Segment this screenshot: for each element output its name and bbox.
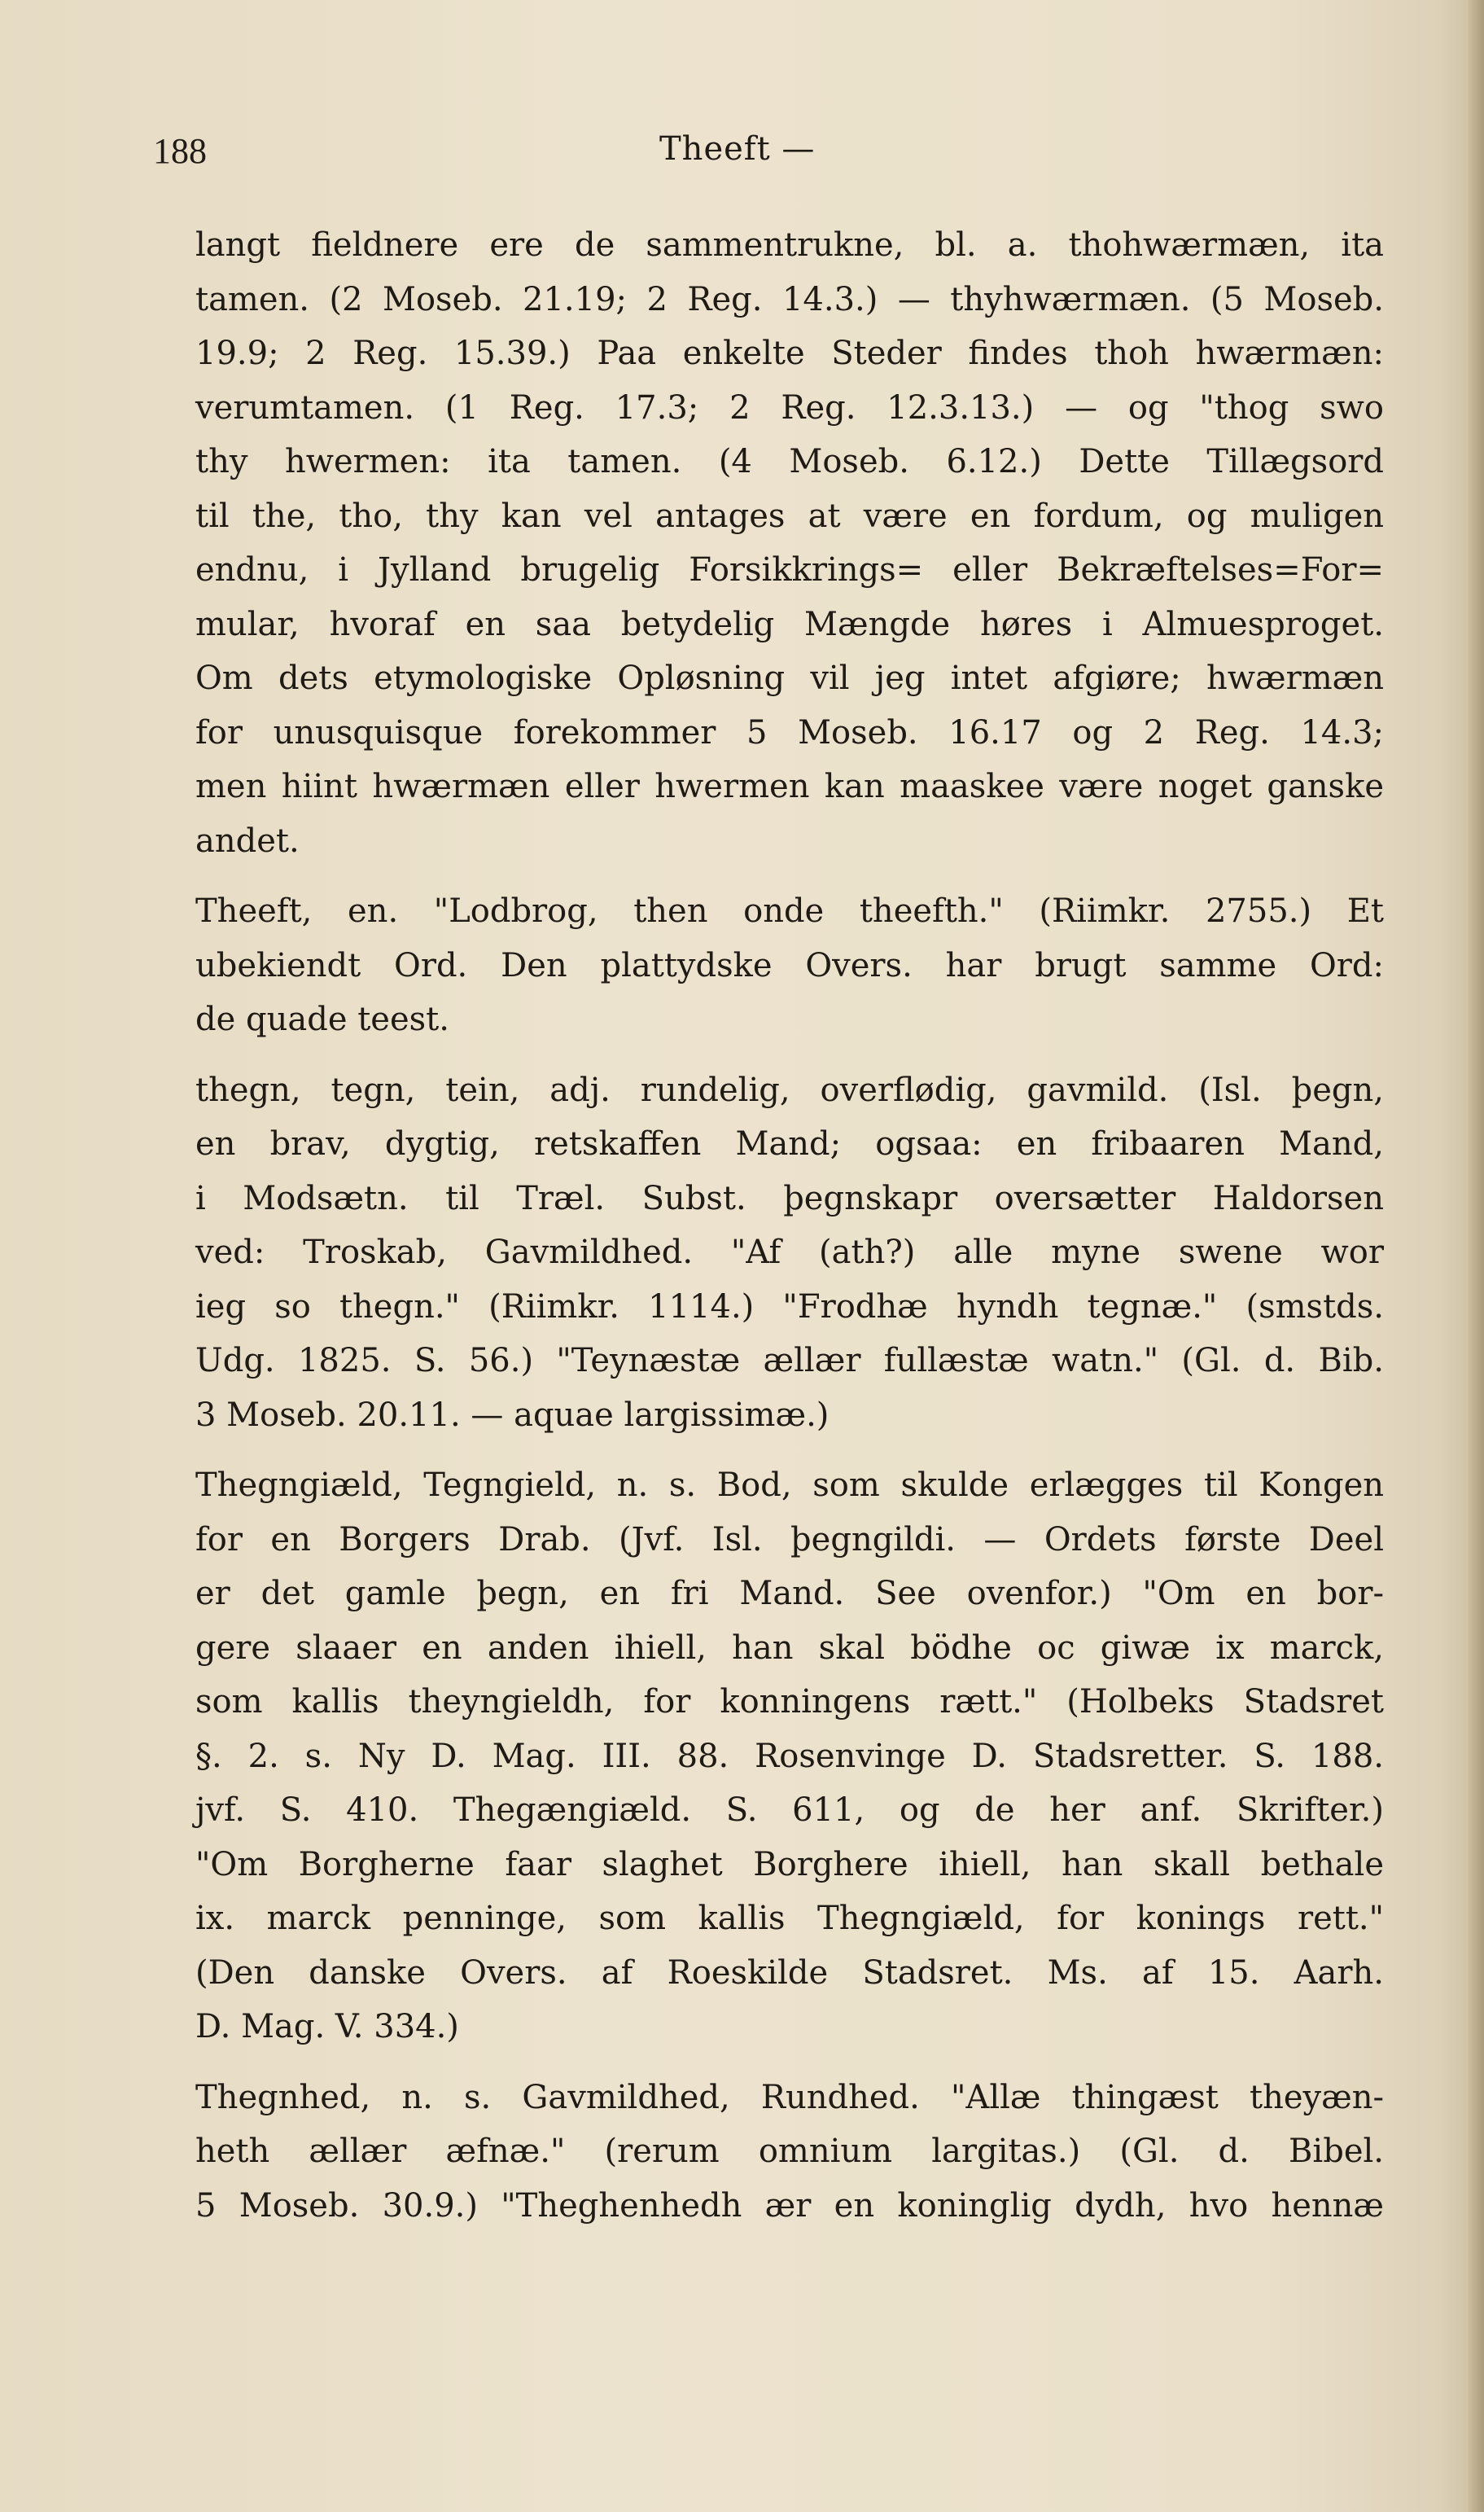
entry-continuation [195,218,1384,868]
text-line: tamen. (2 Moseb. 21.19; 2 Reg. 14.3.) — thyhwærmæn. (5 Moseb. [195,280,1384,318]
page-number: 188 [153,131,207,171]
text-line: mular, hvoraf en saa betydelig Mængde høres i Almuesproget. [195,605,1384,643]
text-line: endnu, i Jylland brugelig Forsikkrings= eller Bekræftelses=For= [195,551,1384,589]
text-line: i Modsætn. til Træl. Subst. þegnskapr oversætter Haldorsen [195,1179,1384,1217]
text-line: er det gamle þegn, en fri Mand. See ovenfor.) "Om en bor- [195,1575,1384,1612]
text-line: de quade teest. [195,1001,449,1038]
entry-thegn [195,1063,1384,1443]
text-line: verumtamen. (1 Reg. 17.3; 2 Reg. 12.3.13.) — og "thog swo [195,388,1384,427]
text-line: for unusquisque forekommer 5 Moseb. 16.17 og 2 Reg. 14.3; [195,713,1384,752]
text-line: ix. marck penninge, som kallis Thegngiæld, for konings rett." [195,1900,1384,1937]
entry-headline: Thegnhed, n. s. Gavmildhed, Rundhed. "Allæ thingæst theyæn- [195,2078,1384,2116]
text-line: andet. [195,822,300,860]
page-header [0,130,1484,179]
text-line: 3 Moseb. 20.11. — aquae largissimæ.) [195,1396,830,1434]
entry-thegngiaeld [195,1458,1384,2054]
text-line: thy hwermen: ita tamen. (4 Moseb. 6.12.) Dette Tillægsord [195,443,1384,480]
running-head: Theeft — [659,130,816,168]
text-line: ieg so thegn." (Riimkr. 1114.) "Frodhæ hyndh tegnæ." (smstds. [195,1287,1384,1326]
text-line: (Den danske Overs. af Roeskilde Stadsret. Ms. af 15. Aarh. [195,1953,1384,1992]
entry-gap [195,868,1384,884]
text-line: en brav, dygtig, retskaffen Mand; ogsaa: en fribaaren Mand, [195,1125,1384,1163]
entry-headline: Theeft, en. "Lodbrog, then onde theefth." (Riimkr. 2755.) Et [195,892,1384,930]
text-line: Udg. 1825. S. 56.) "Teynæstæ ællær fullæstæ watn." (Gl. d. Bib. [195,1342,1384,1379]
text-line: "Om Borgherne faar slaghet Borghere ihiell, han skall bethale [195,1845,1384,1883]
text-line: heth ællær æfnæ." (rerum omnium largitas.) (Gl. d. Bibel. [195,2133,1384,2170]
text-line: jvf. S. 410. Thegængiæld. S. 611, og de her anf. Skrifter.) [195,1791,1384,1829]
text-line: men hiint hwærmæn eller hwermen kan maaskee være noget ganske [195,768,1384,805]
entry-thegnhed [195,2071,1384,2234]
text-line: §. 2. s. Ny D. Mag. III. 88. Rosenvinge D. Stadsretter. S. 188. [195,1737,1384,1775]
dictionary-text [195,218,1384,2233]
text-line: som kallis theyngieldh, for konningens rætt." (Holbeks Stadsret [195,1683,1384,1721]
text-line: Om dets etymologiske Opløsning vil jeg intet afgiøre; hwærmæn [195,660,1384,697]
entry-headline: thegn, tegn, tein, adj. rundelig, overflødig, gavmild. (Isl. þegn, [195,1071,1384,1109]
text-line: til the, tho, thy kan vel antages at være en fordum, og muligen [195,497,1384,535]
text-line: 5 Moseb. 30.9.) "Theghenhedh ær en koninglig dydh, hvo hennæ [195,2186,1384,2225]
text-line: 19.9; 2 Reg. 15.39.) Paa enkelte Steder findes thoh hwærmæn: [195,335,1384,372]
text-line: gere slaaer en anden ihiell, han skal bödhe oc giwæ ix marck, [195,1629,1384,1667]
text-line: D. Mag. V. 334.) [195,2008,459,2045]
text-line: ved: Troskab, Gavmildhed. "Af (ath?) alle myne swene wor [195,1234,1384,1271]
entry-theeft [195,884,1384,1047]
entry-gap [195,2054,1384,2071]
text-line: ubekiendt Ord. Den plattydske Overs. har brugt samme Ord: [195,946,1384,984]
text-line: langt fieldnere ere de sammentrukne, bl. a. thohwærmæn, ita [195,226,1384,264]
page-edge [1468,0,1484,2512]
entry-headline: Thegngiæld, Tegngield, n. s. Bod, som skulde erlægges til Kongen [195,1466,1384,1504]
entry-gap [195,1047,1384,1063]
entry-gap [195,1442,1384,1458]
text-line: for en Borgers Drab. (Jvf. Isl. þegngildi. — Ordets første Deel [195,1520,1384,1558]
